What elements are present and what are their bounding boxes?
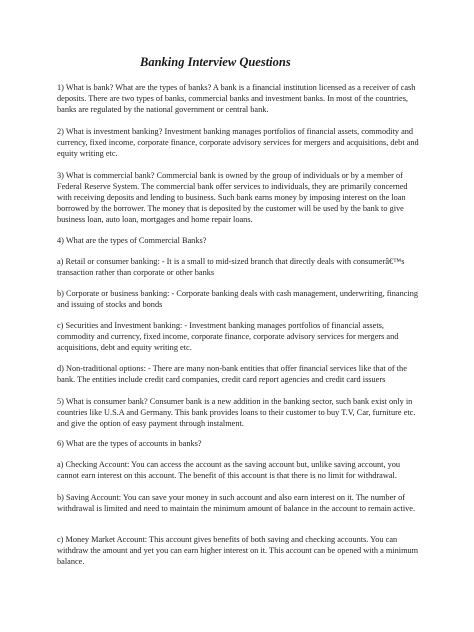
paragraph-saving-account: b) Saving Account: You can save your money in such account and also earn interest on it. The number of withdrawal is limited and need to maintain the minimum amount of balance in the account to remain active. [57, 493, 416, 514]
paragraph-money-market-account: c) Money Market Account: This account gives benefits of both saving and checking accounts. You can withdraw the amount and yet you can earn higher interest on it. This account can be opened with a minimum balance. [57, 535, 419, 567]
paragraph-checking-account: a) Checking Account: You can access the account as the saving account but, unlike saving account, you cannot earn interest on this account. The benefit of this account is that there is no limit for withdrawal. [57, 460, 401, 481]
paragraph-q5-consumer-bank: 5) What is consumer bank? Consumer bank is a new addition in the banking sector, such bank exist only in countries like U.S.A and Germany. This bank provides loans to their customer to buy T.V, Car, furniture etc. and give the option of easy payment through instalment. [57, 397, 416, 429]
document-title: Banking Interview Questions [140, 55, 291, 69]
paragraph-q6-account-types: 6) What are the types of accounts in banks? [57, 439, 202, 448]
paragraph-non-traditional: d) Non-traditional options: - There are many non-bank entities that offer financial services like that of the bank. The entities include credit card companies, credit card report agencies and credit card issuers [57, 364, 407, 385]
paragraph-q2-investment-banking: 2) What is investment banking? Investment banking manages portfolios of financial assets, commodity and currency, fixed income, corporate finance, corporate advisory services for mergers and acquisitions, debt and equity writing etc. [57, 127, 419, 159]
paragraph-securities-banking: c) Securities and Investment banking: - Investment banking manages portfolios of financial assets, commodity and currency, fixed income, corporate finance, corporate advisory services for mergers and acquisitions, debt and equity writing etc. [57, 321, 399, 353]
paragraph-q1-bank: 1) What is bank? What are the types of banks? A bank is a financial institution licensed as a receiver of cash deposits. There are two types of banks, commercial banks and investment banks. In most of the countries, banks are regulated by the national government or central bank. [57, 83, 416, 115]
paragraph-q4-types-commercial: 4) What are the types of Commercial Banks? [57, 236, 207, 245]
paragraph-q3-commercial-bank: 3) What is commercial bank? Commercial bank is owned by the group of individuals or by a member of Federal Reserve System. The commercial bank offer services to individuals, they are primarily concerned with receiving deposits and lending to business. Such bank earns money by imposing interest on the loan borrowed by the borrower. The money that is deposited by the customer will be used by the bank to give business loan, auto loan, mortgages and home repair loans. [57, 171, 408, 225]
paragraph-retail-banking: a) Retail or consumer banking: - It is a small to mid-sized branch that directly deals with consumerâ€™s transaction rather than corporate or other banks [57, 257, 405, 278]
paragraph-corporate-banking: b) Corporate or business banking: - Corporate banking deals with cash management, underwriting, financing and issuing of stocks and bonds [57, 289, 419, 310]
